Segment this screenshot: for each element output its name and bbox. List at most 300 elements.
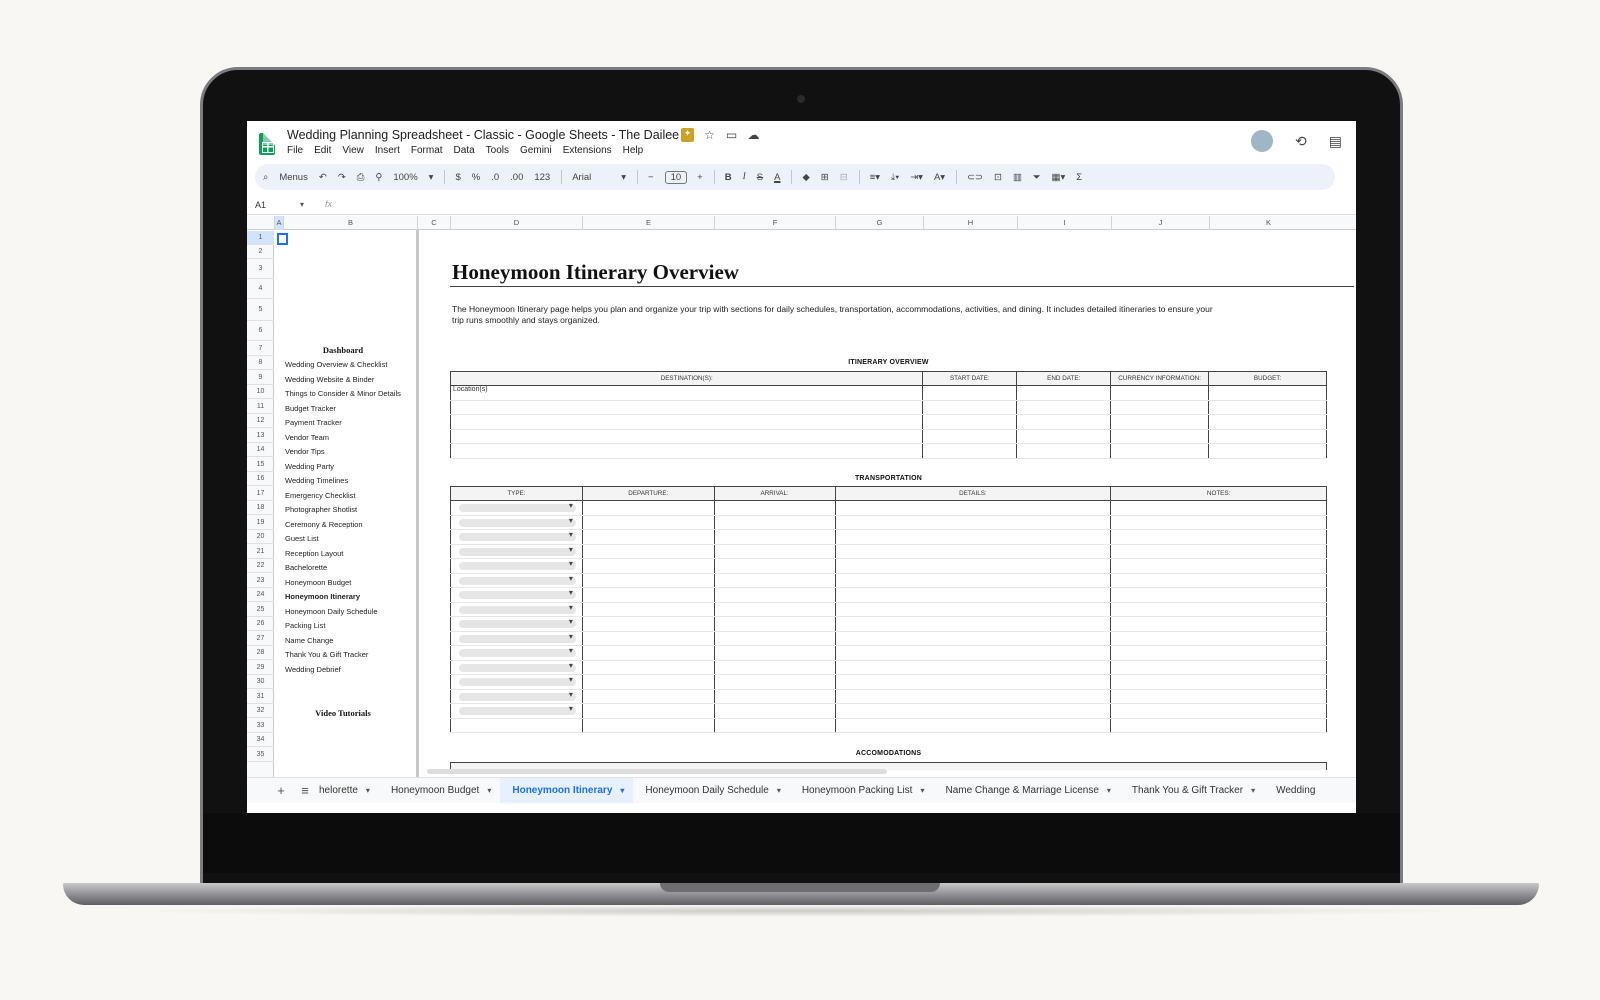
table-cell[interactable]: [923, 429, 1017, 444]
type-dropdown-cell[interactable]: [451, 573, 583, 588]
row-header[interactable]: 34: [247, 733, 274, 747]
table-cell[interactable]: [835, 675, 1111, 690]
table-cell[interactable]: [582, 646, 714, 661]
table-cell[interactable]: [714, 515, 835, 530]
webcam: [797, 95, 805, 103]
type-dropdown-cell[interactable]: [451, 559, 583, 574]
table-cell[interactable]: [714, 530, 835, 545]
table-cell[interactable]: [714, 602, 835, 617]
type-dropdown[interactable]: [459, 707, 576, 715]
destinations-header: DESTINATION(S):: [451, 372, 923, 386]
insert-chart-icon[interactable]: ▥: [1012, 171, 1022, 183]
row-header[interactable]: 8: [247, 356, 274, 370]
table-cell[interactable]: [582, 588, 714, 603]
sidebar-link[interactable]: Guest List: [285, 534, 319, 543]
menu-view[interactable]: View: [342, 145, 364, 156]
toolbar-divider: [714, 170, 715, 184]
table-cell[interactable]: [1111, 501, 1327, 516]
sidebar-link[interactable]: Packing List: [285, 621, 326, 630]
end-date-header: END DATE:: [1017, 372, 1111, 386]
table-cell[interactable]: [714, 646, 835, 661]
menu-gemini[interactable]: Gemini: [520, 145, 552, 156]
search-icon[interactable]: ⌕: [263, 171, 269, 183]
row-header[interactable]: 35: [247, 747, 274, 762]
row-header[interactable]: 32: [247, 704, 274, 718]
table-cell[interactable]: [582, 602, 714, 617]
row-header[interactable]: 17: [247, 486, 274, 501]
insert-comment-icon[interactable]: ⊡: [993, 171, 1002, 183]
row-header[interactable]: 30: [247, 675, 274, 689]
menu-bar: [287, 145, 643, 156]
budget-header: BUDGET:: [1209, 372, 1327, 386]
row-headers: [247, 231, 274, 791]
star-icon[interactable]: ☆: [704, 128, 715, 142]
table-cell[interactable]: [1209, 400, 1327, 415]
type-dropdown[interactable]: [459, 519, 576, 527]
table-cell[interactable]: [582, 544, 714, 559]
table-cell[interactable]: [835, 631, 1111, 646]
table-cell[interactable]: [1111, 631, 1327, 646]
arrival-header: ARRIVAL:: [714, 487, 835, 501]
redo-icon[interactable]: ↷: [337, 171, 346, 183]
sidebar-link[interactable]: Reception Layout: [285, 548, 344, 558]
document-title[interactable]: Wedding Planning Spreadsheet - Classic - Google Sheets - The Dailee: [287, 128, 680, 142]
row-header[interactable]: 5: [247, 299, 274, 321]
type-dropdown[interactable]: [459, 533, 576, 541]
tab-chevron-down-icon[interactable]: ▾: [365, 786, 370, 795]
row-header[interactable]: 14: [247, 443, 274, 457]
table-row: [451, 704, 1327, 719]
table-cell[interactable]: [1209, 444, 1327, 459]
table-row: [451, 573, 1327, 588]
table-cell[interactable]: [714, 617, 835, 632]
table-cell[interactable]: [451, 444, 923, 459]
row-header[interactable]: 23: [247, 573, 274, 588]
table-cell[interactable]: [1111, 602, 1327, 617]
table-cell[interactable]: [582, 675, 714, 690]
italic-button[interactable]: I: [742, 172, 746, 182]
row-header[interactable]: 15: [247, 457, 274, 472]
table-cell[interactable]: [1111, 544, 1327, 559]
table-cell[interactable]: [1111, 573, 1327, 588]
table-row: [451, 588, 1327, 603]
column-header-b[interactable]: B: [283, 216, 417, 230]
name-box-chevron-down-icon[interactable]: ▾: [300, 200, 305, 209]
text-wrap-icon[interactable]: ⇥▾: [910, 171, 923, 183]
table-cell[interactable]: [714, 544, 835, 559]
sidebar-link[interactable]: Wedding Party: [285, 461, 335, 471]
currency-format-button[interactable]: $: [455, 171, 461, 183]
tab-label: Name Change & Marriage License: [945, 785, 1099, 796]
table-cell[interactable]: [582, 501, 714, 516]
type-dropdown-cell[interactable]: [451, 501, 583, 516]
zoom-chevron-down-icon[interactable]: ▾: [428, 171, 434, 183]
type-dropdown[interactable]: [459, 562, 576, 570]
type-dropdown[interactable]: [459, 504, 576, 512]
table-row: [451, 617, 1327, 632]
text-color-button[interactable]: A: [774, 171, 781, 183]
percent-format-button[interactable]: %: [471, 171, 481, 183]
row-header[interactable]: 10: [247, 385, 274, 399]
sidebar-link[interactable]: Wedding Timelines: [285, 476, 349, 485]
decrease-decimal-button[interactable]: .0: [491, 171, 500, 183]
sidebar-link[interactable]: Name Change: [285, 635, 334, 645]
table-row: [451, 386, 1327, 401]
font-select[interactable]: Arial: [572, 171, 592, 183]
table-cell[interactable]: [835, 588, 1111, 603]
column-header-k[interactable]: K: [1209, 216, 1327, 230]
table-row: [451, 515, 1327, 530]
tab-thank-you[interactable]: [1120, 778, 1264, 804]
table-row: [451, 429, 1327, 444]
column-header-e[interactable]: E: [582, 216, 714, 230]
tab-wedding[interactable]: [1264, 778, 1324, 804]
table-cell[interactable]: [714, 631, 835, 646]
version-history-icon[interactable]: ⟲: [1295, 132, 1307, 149]
zoom-select[interactable]: 100%: [393, 171, 418, 183]
table-cell[interactable]: [714, 559, 835, 574]
sidebar-link[interactable]: Honeymoon Daily Schedule: [285, 606, 378, 616]
table-cell[interactable]: [714, 689, 835, 704]
sidebar-link[interactable]: Honeymoon Itinerary: [285, 592, 361, 601]
table-cell[interactable]: [1209, 415, 1327, 430]
column-header-a[interactable]: A: [274, 216, 283, 230]
comments-icon[interactable]: ▤: [1328, 132, 1342, 149]
table-cell[interactable]: [923, 386, 1017, 401]
sidebar-link[interactable]: Things to Consider & Minor Details: [285, 389, 401, 398]
tab-honeymoon-daily-schedule[interactable]: [633, 778, 789, 804]
table-cell[interactable]: [1209, 386, 1327, 401]
menu-data[interactable]: Data: [453, 145, 475, 156]
table-cell[interactable]: [1209, 429, 1327, 444]
table-cell[interactable]: [1111, 415, 1209, 430]
strikethrough-button[interactable]: S: [756, 171, 764, 183]
table-cell[interactable]: [714, 573, 835, 588]
page-description: The Honeymoon Itinerary page helps you plan and organize your trip with sections for daily schedules, transportation, accommodations, activities, and dining. It includes detailed itineraries to ensure your trip runs smoothly and stays organized.: [452, 304, 1213, 325]
menu-edit[interactable]: Edit: [314, 145, 332, 156]
table-cell[interactable]: [1111, 617, 1327, 632]
sidebar-link[interactable]: Honeymoon Budget: [285, 577, 352, 587]
font-size-increase-button[interactable]: +: [697, 171, 703, 183]
table-cell[interactable]: [582, 559, 714, 574]
sidebar-link[interactable]: Vendor Team: [285, 432, 330, 442]
table-cell[interactable]: [835, 559, 1111, 574]
table-cell[interactable]: [1111, 675, 1327, 690]
table-row: [451, 646, 1327, 661]
row-header[interactable]: 31: [247, 689, 274, 704]
table-cell[interactable]: [835, 660, 1111, 675]
table-cell[interactable]: [1111, 718, 1327, 733]
type-dropdown-cell[interactable]: [451, 704, 583, 719]
menu-help[interactable]: Help: [622, 145, 644, 156]
borders-icon[interactable]: ⊞: [820, 171, 829, 183]
selected-cell-a1[interactable]: [277, 233, 288, 245]
app-screen: [247, 121, 1356, 813]
table-cell[interactable]: [923, 444, 1017, 459]
table-cell[interactable]: [1111, 646, 1327, 661]
table-cell[interactable]: [714, 704, 835, 719]
tab-honeymoon-packing-list[interactable]: [790, 778, 934, 804]
row-header[interactable]: 9: [247, 370, 274, 385]
type-dropdown[interactable]: [459, 635, 576, 643]
table-cell[interactable]: [1111, 530, 1327, 545]
type-dropdown[interactable]: [459, 577, 576, 585]
search-menus[interactable]: Menus: [279, 171, 308, 183]
table-row: [451, 544, 1327, 559]
row-header[interactable]: 16: [247, 472, 274, 486]
table-cell[interactable]: [835, 617, 1111, 632]
type-dropdown-cell[interactable]: [451, 718, 583, 733]
row-header[interactable]: 25: [247, 602, 274, 617]
tab-label: Honeymoon Daily Schedule: [645, 785, 769, 796]
tab-chevron-down-icon[interactable]: ▾: [487, 786, 492, 795]
align-horizontal-icon[interactable]: ≡▾: [869, 171, 881, 183]
print-icon[interactable]: ⎙: [356, 171, 365, 183]
font-size-input[interactable]: 10: [665, 171, 688, 184]
tab-chevron-down-icon[interactable]: ▾: [920, 786, 925, 795]
tab-honeymoon-itinerary[interactable]: [500, 778, 633, 804]
bold-button[interactable]: B: [724, 171, 732, 183]
type-dropdown-cell[interactable]: [451, 588, 583, 603]
sidebar-link[interactable]: Thank You & Gift Tracker: [285, 650, 369, 659]
functions-button[interactable]: Σ: [1076, 171, 1083, 183]
table-cell[interactable]: [923, 415, 1017, 430]
font-size-decrease-button[interactable]: −: [648, 171, 654, 183]
table-cell[interactable]: [1017, 386, 1111, 401]
table-cell[interactable]: [714, 501, 835, 516]
sidebar-link[interactable]: Wedding Debrief: [285, 664, 341, 674]
table-cell[interactable]: [451, 429, 923, 444]
table-cell[interactable]: [714, 660, 835, 675]
column-header-g[interactable]: G: [835, 216, 923, 230]
row-header[interactable]: 29: [247, 660, 274, 675]
font-chevron-down-icon[interactable]: ▾: [621, 171, 627, 183]
itinerary-overview-heading: ITINERARY OVERVIEW: [848, 359, 929, 366]
row-header[interactable]: 4: [247, 279, 274, 299]
text-rotation-icon[interactable]: A▾: [933, 171, 946, 183]
tab-chevron-down-icon[interactable]: ▾: [1251, 786, 1256, 795]
align-vertical-icon[interactable]: ⤓▾: [891, 171, 900, 183]
merge-cells-icon[interactable]: ⊟: [839, 171, 848, 183]
sidebar-link[interactable]: Ceremony & Reception: [285, 519, 363, 529]
type-header: TYPE:: [451, 487, 583, 501]
tab-label: Honeymoon Budget: [390, 785, 480, 796]
row-header[interactable]: 6: [247, 321, 274, 341]
row-header[interactable]: 2: [247, 245, 274, 259]
row-header[interactable]: 3: [247, 259, 274, 279]
title-actions: [681, 128, 760, 142]
filter-views-icon[interactable]: ▦▾: [1051, 171, 1066, 183]
table-cell[interactable]: [582, 631, 714, 646]
row-header[interactable]: 26: [247, 617, 274, 631]
menu-extensions[interactable]: Extensions: [562, 145, 612, 156]
sidebar-link[interactable]: Wedding Overview & Checklist: [285, 360, 388, 369]
gemini-icon[interactable]: ✦: [681, 128, 694, 142]
video-tutorials-heading: Video Tutorials: [315, 708, 371, 718]
row-header[interactable]: 11: [247, 399, 274, 414]
type-dropdown[interactable]: [459, 678, 576, 686]
increase-decimal-button[interactable]: .00: [510, 171, 524, 183]
table-cell[interactable]: [835, 704, 1111, 719]
table-cell[interactable]: [923, 400, 1017, 415]
row-header[interactable]: 24: [247, 588, 274, 602]
table-cell[interactable]: [835, 544, 1111, 559]
table-cell[interactable]: [835, 530, 1111, 545]
type-dropdown-cell[interactable]: [451, 646, 583, 661]
table-cell[interactable]: [1111, 689, 1327, 704]
table-cell[interactable]: [1111, 588, 1327, 603]
row-header[interactable]: 19: [247, 515, 274, 530]
insert-link-icon[interactable]: ⊂⊃: [967, 171, 983, 183]
menu-format[interactable]: Format: [410, 145, 443, 156]
frozen-column-divider[interactable]: [416, 230, 419, 790]
tab-label: Honeymoon Packing List: [801, 785, 913, 796]
table-cell[interactable]: [835, 689, 1111, 704]
cloud-status-icon[interactable]: ☁: [747, 128, 760, 142]
table-cell[interactable]: [714, 588, 835, 603]
column-header-c[interactable]: C: [417, 216, 450, 230]
table-cell[interactable]: [451, 400, 923, 415]
table-cell[interactable]: [451, 415, 923, 430]
type-dropdown-cell[interactable]: [451, 675, 583, 690]
table-cell[interactable]: [1017, 444, 1111, 459]
tab-name-change[interactable]: [933, 778, 1119, 804]
table-cell[interactable]: [1111, 559, 1327, 574]
column-header-i[interactable]: I: [1017, 216, 1111, 230]
type-dropdown[interactable]: [459, 591, 576, 599]
type-dropdown-cell[interactable]: [451, 530, 583, 545]
row-header[interactable]: 13: [247, 428, 274, 443]
table-cell[interactable]: [582, 718, 714, 733]
type-dropdown[interactable]: [459, 620, 576, 628]
table-cell[interactable]: [714, 718, 835, 733]
menu-insert[interactable]: Insert: [374, 145, 400, 156]
table-cell[interactable]: [714, 675, 835, 690]
table-cell[interactable]: [582, 660, 714, 675]
type-dropdown-cell[interactable]: [451, 617, 583, 632]
table-cell[interactable]: [1111, 444, 1209, 459]
table-cell[interactable]: [1017, 429, 1111, 444]
table-row: [451, 660, 1327, 675]
row-header[interactable]: 22: [247, 559, 274, 573]
type-dropdown-cell[interactable]: [451, 602, 583, 617]
row-header[interactable]: 18: [247, 501, 274, 515]
column-header-f[interactable]: F: [714, 216, 835, 230]
table-cell[interactable]: [1111, 515, 1327, 530]
row-header[interactable]: 27: [247, 631, 274, 646]
row-header[interactable]: 20: [247, 530, 274, 544]
tab-bachelorette[interactable]: [317, 778, 379, 804]
column-header-d[interactable]: D: [450, 216, 582, 230]
laptop-shadow: [110, 905, 1490, 917]
type-dropdown-cell[interactable]: [451, 631, 583, 646]
type-dropdown[interactable]: [459, 649, 576, 657]
table-cell[interactable]: [1111, 704, 1327, 719]
horizontal-scrollbar[interactable]: [427, 769, 887, 774]
tab-chevron-down-icon[interactable]: ▾: [1106, 786, 1111, 795]
type-dropdown[interactable]: [459, 693, 576, 701]
table-cell[interactable]: [835, 515, 1111, 530]
table-cell[interactable]: [1111, 660, 1327, 675]
row-header[interactable]: 21: [247, 544, 274, 559]
type-dropdown-cell[interactable]: [451, 660, 583, 675]
undo-icon[interactable]: ↶: [318, 171, 327, 183]
sidebar-link[interactable]: Vendor Tips: [285, 447, 325, 456]
table-cell[interactable]: [1017, 400, 1111, 415]
filter-icon[interactable]: ⏷: [1032, 171, 1041, 183]
more-formats-button[interactable]: 123: [534, 171, 551, 183]
table-cell[interactable]: [835, 646, 1111, 661]
table-cell[interactable]: Location(s): [451, 386, 923, 401]
tab-chevron-down-icon[interactable]: ▾: [620, 786, 625, 795]
table-row: [451, 718, 1327, 733]
avatar[interactable]: [1251, 130, 1273, 152]
type-dropdown-cell[interactable]: [451, 515, 583, 530]
fill-color-icon[interactable]: ◆: [802, 171, 810, 183]
row-header[interactable]: 1: [247, 231, 274, 245]
table-cell[interactable]: [835, 501, 1111, 516]
column-header-h[interactable]: H: [923, 216, 1017, 230]
table-cell[interactable]: [1111, 429, 1209, 444]
row-header[interactable]: 12: [247, 414, 274, 428]
dashboard-heading: Dashboard: [322, 345, 364, 355]
column-header-j[interactable]: J: [1111, 216, 1209, 230]
table-cell[interactable]: [835, 602, 1111, 617]
row-header[interactable]: 33: [247, 718, 274, 733]
table-cell[interactable]: [582, 573, 714, 588]
sidebar-link[interactable]: Bachelorette: [285, 563, 328, 572]
row-header[interactable]: 28: [247, 646, 274, 660]
toolbar-divider: [956, 170, 957, 184]
name-box[interactable]: A1: [255, 200, 267, 210]
menu-file[interactable]: File: [287, 145, 304, 156]
paint-format-icon[interactable]: ⚲: [375, 171, 383, 183]
sidebar-link[interactable]: Emergency Checklist: [285, 490, 356, 500]
table-cell[interactable]: [582, 530, 714, 545]
sheet-tabs-bar: [247, 777, 1356, 803]
add-sheet-icon[interactable]: +: [277, 783, 285, 798]
sidebar-link[interactable]: Budget Tracker: [285, 403, 336, 413]
table-cell[interactable]: [582, 689, 714, 704]
table-cell[interactable]: [1017, 415, 1111, 430]
sidebar-link[interactable]: Wedding Website & Binder: [285, 374, 375, 384]
all-sheets-icon[interactable]: ≡: [301, 783, 309, 798]
type-dropdown-cell[interactable]: [451, 689, 583, 704]
table-cell[interactable]: [1111, 400, 1209, 415]
row-header[interactable]: 7: [247, 341, 274, 356]
sheets-logo-icon[interactable]: [259, 133, 275, 155]
type-dropdown-cell[interactable]: [451, 544, 583, 559]
currency-header: CURRENCY INFORMATION:: [1111, 372, 1209, 386]
table-cell[interactable]: [582, 617, 714, 632]
table-row: [451, 415, 1327, 430]
move-folder-icon[interactable]: ▭: [725, 128, 738, 142]
tab-chevron-down-icon[interactable]: ▾: [776, 786, 781, 795]
sidebar-link[interactable]: Payment Tracker: [285, 418, 342, 427]
type-dropdown[interactable]: [459, 548, 576, 556]
tab-honeymoon-budget[interactable]: [379, 778, 500, 804]
table-cell[interactable]: [835, 573, 1111, 588]
table-cell[interactable]: [1111, 386, 1209, 401]
sidebar-link[interactable]: Photographer Shotlist: [285, 505, 358, 514]
menu-tools[interactable]: Tools: [485, 145, 510, 156]
type-dropdown[interactable]: [459, 664, 576, 672]
table-cell[interactable]: [582, 704, 714, 719]
table-cell[interactable]: [582, 515, 714, 530]
tab-label: helorette: [319, 785, 358, 796]
type-dropdown[interactable]: [459, 606, 576, 614]
table-cell[interactable]: [835, 718, 1111, 733]
